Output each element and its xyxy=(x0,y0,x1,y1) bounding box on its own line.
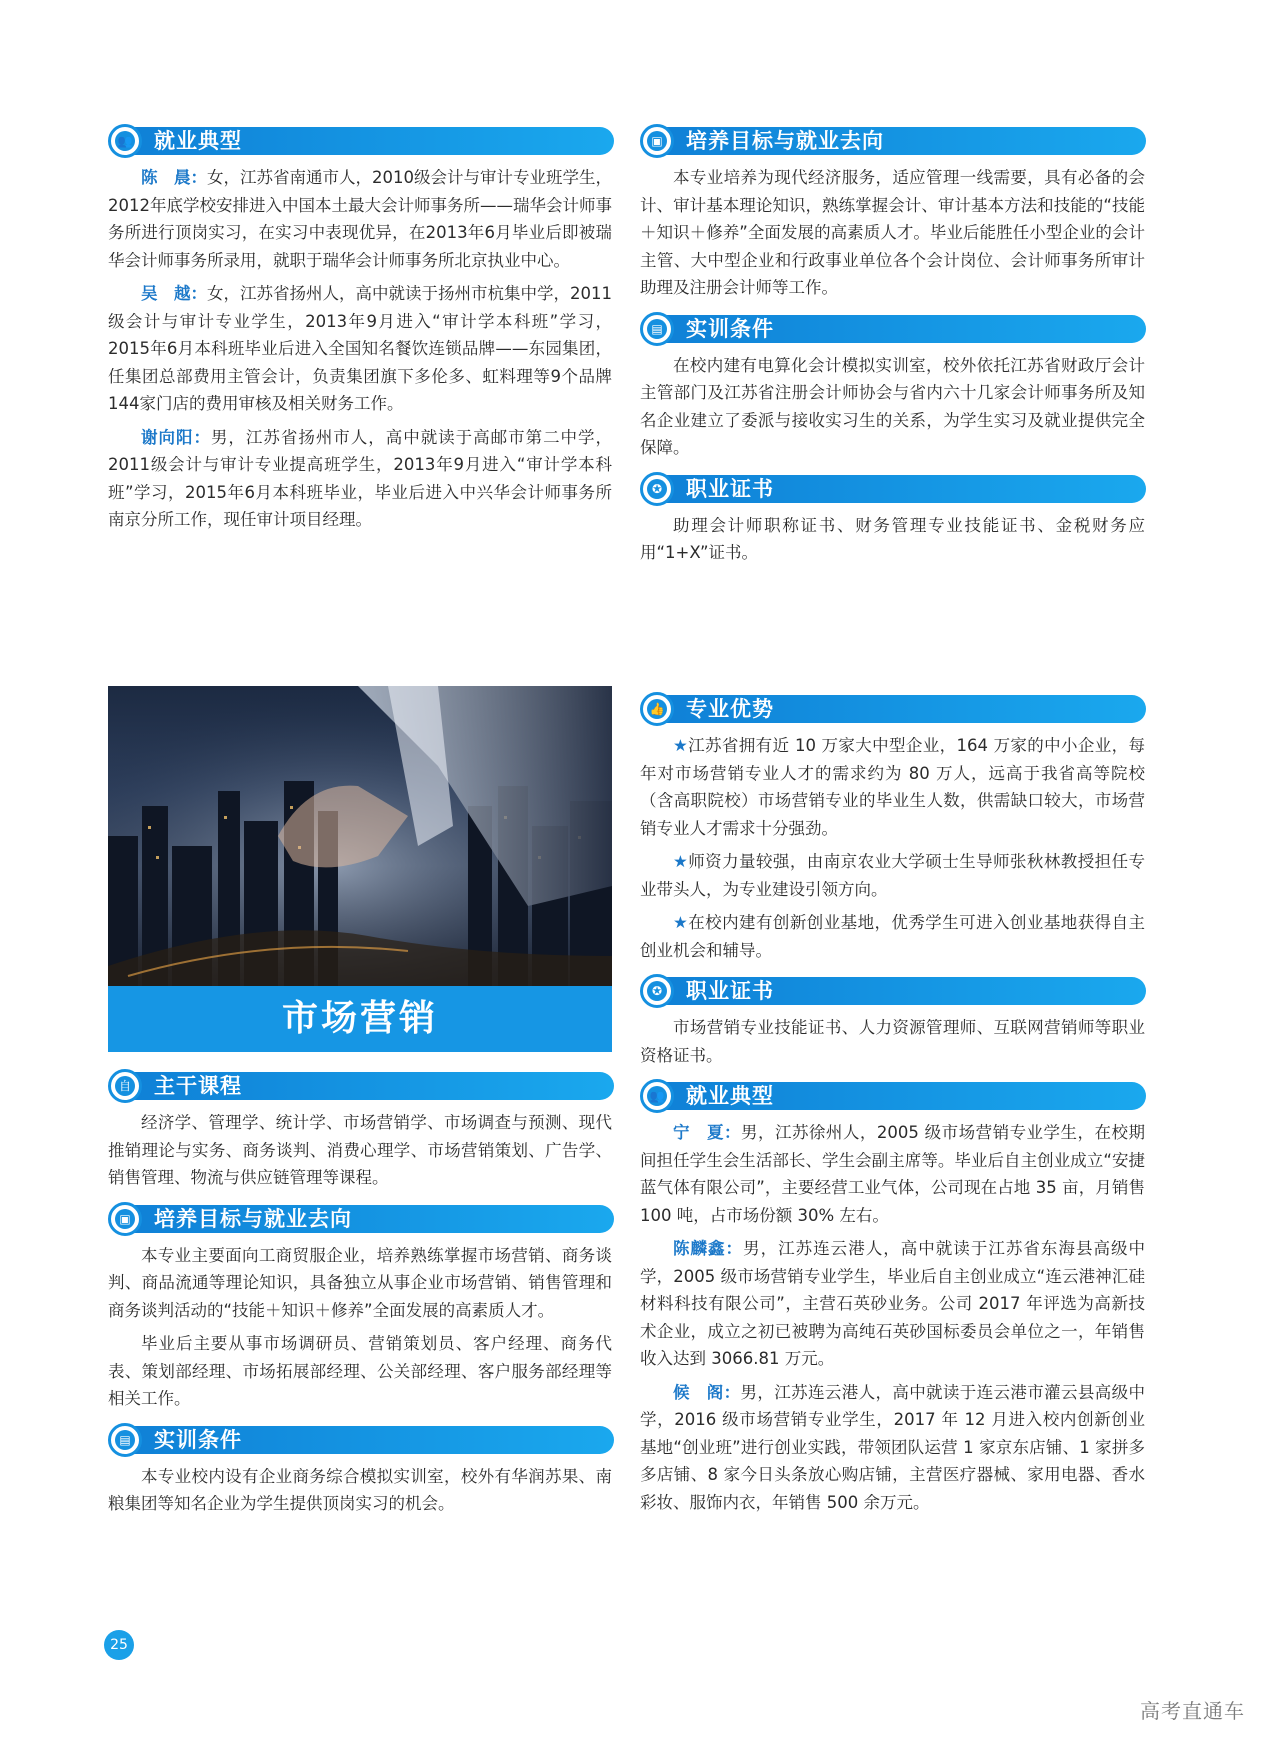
advantage-item: ★江苏省拥有近 10 万家大中型企业，164 万家的中小企业，每年对市场营销专业人才的需求约为 80 万人，远高于我省高等院校（含高职院校）市场营销专业的毕业生人数，供需缺口较大，市场营销专业人才需求十分强劲。 xyxy=(640,736,1145,838)
section-title: 职业证书 xyxy=(686,476,774,501)
section-title: 职业证书 xyxy=(686,979,774,1003)
top-left-column xyxy=(108,124,612,540)
goal-paragraph-1: 本专业主要面向工商贸服企业，培养熟练掌握市场营销、商务谈判、商品流通等理论知识，具备独立从事企业市场营销、销售管理和商务谈判活动的“技能＋知识＋修养”全面发展的高素质人才。 xyxy=(108,1245,612,1320)
section-header-goal xyxy=(108,1202,612,1236)
star-icon: ★ xyxy=(673,736,689,755)
person-paragraph: 陈麟鑫：男，江苏连云港人，高中就读于江苏省东海县高级中学，2005 级市场营销专业学生，毕业后自主创业成立“连云港神汇硅材料科技有限公司”，主营石英砂业务。公司 2017 年评选为高新技术企业，成立之初已被聘为高纯石英砂国标委员会单位之一，年销售收入达到 3066.81 万元。 xyxy=(640,1239,1146,1368)
star-icon: ★ xyxy=(673,852,689,871)
section-title: 就业典型 xyxy=(154,129,242,153)
goal-paragraph-2: 毕业后主要从事市场调研员、营销策划员、客户经理、商务代表、策划部经理、市场拓展部经理、公关部经理、客户服务部经理等相关工作。 xyxy=(108,1334,612,1408)
page-number: 25 xyxy=(104,1630,134,1660)
person-paragraph: 候 阁：男，江苏连云港人，高中就读于连云港市灌云县高级中学，2016 级市场营销专业学生，2017 年 12 月进入校内创新创业基地“创业班”进行创业实践，带领团队运营 1 家京东店铺、1 家拼多多店铺、8 家今日头条放心购店铺，主营医疗器械、家用电器、香水彩妆、服饰内衣，年销售 500 余万元。 xyxy=(640,1382,1146,1512)
section-header-cert xyxy=(640,472,1145,506)
cert-paragraph: 市场营销专业技能证书、人力资源管理师、互联网营销师等职业资格证书。 xyxy=(640,1018,1145,1065)
section-title: 实训条件 xyxy=(154,1427,242,1452)
training-paragraph: 在校内建有电算化会计模拟实训室，校外依托江苏省财政厅会计主管部门及江苏省注册会计师协会与省内六十几家会计师事务所及知名企业建立了委派与接收实习生的关系，为学生实习及就业提供完全保障。 xyxy=(640,355,1145,457)
person-paragraph: 谢向阳：男，江苏省扬州市人，高中就读于高邮市第二中学，2011级会计与审计专业提高班学生，2013年9月进入“审计学本科班”学习，2015年6月本科班毕业，毕业后进入中兴华会计师事务所南京分所工作，现任审计项目经理。 xyxy=(108,427,613,529)
goal-paragraph: 本专业培养为现代经济服务，适应管理一线需要，具有必备的会计、审计基本理论知识，熟练掌握会计、审计基本方法和技能的“技能＋知识＋修养”全面发展的高素质人才。毕业后能胜任小型企业的会计主管、大中型企业和行政事业单位各个会计岗位、会计师事务所审计助理及注册会计师等工作。 xyxy=(640,168,1145,297)
person-paragraph: 陈 晨：女，江苏省南通市人，2010级会计与审计专业班学生，2012年底学校安排进入中国本土最大会计师事务所——瑞华会计师事务所进行顶岗实习，在实习中表现优异，在2013年6月毕业后即被瑞华会计师事务所录用，就职于瑞华会计师事务所北京执业中心。 xyxy=(108,168,612,270)
section-title: 就业典型 xyxy=(686,1084,774,1108)
section-header-employment xyxy=(640,1079,1145,1113)
person-paragraph: 吴 越：女，江苏省扬州人，高中就读于扬州市杭集中学，2011级会计与审计专业学生，2013年9月进入“审计学本科班”学习，2015年6月本科班毕业后进入全国知名餐饮连锁品牌——东园集团，任集团总部费用主管会计，负责集团旗下多伦多、虹料理等9个品牌144家门店的费用审核及相关财务工作。 xyxy=(108,284,612,413)
handshake-city-image xyxy=(108,686,612,986)
person-paragraph: 宁 夏：男，江苏徐州人，2005 级市场营销专业学生，在校期间担任学生会生活部长、学生会副主席等。毕业后自主创业成立“安捷蓝气体有限公司”，主要经营工业气体，公司现在占地 35 亩，月销售 100 吨，占市场份额 30% 左右。 xyxy=(640,1123,1145,1225)
training-paragraph: 本专业校内设有企业商务综合模拟实训室，校外有华润苏果、南粮集团等知名企业为学生提供顶岗实习的机会。 xyxy=(108,1466,612,1513)
training-icon: ▤ xyxy=(108,1423,142,1457)
section-header-cert xyxy=(640,974,1145,1008)
book-icon: 自 xyxy=(108,1069,142,1103)
section-title: 实训条件 xyxy=(686,316,774,341)
bottom-left-column xyxy=(108,1069,612,1524)
training-icon: ▤ xyxy=(640,312,674,346)
section-header-advantage xyxy=(640,692,1145,726)
section-header-training xyxy=(640,312,1145,346)
thumbs-up-icon: 👍 xyxy=(640,692,674,726)
section-title: 培养目标与就业去向 xyxy=(686,129,884,153)
city-illustration xyxy=(108,686,612,986)
advantage-item: ★师资力量较强，由南京农业大学硕士生导师张秋林教授担任专业带头人，为专业建设引领方向。 xyxy=(640,852,1146,899)
section-title: 主干课程 xyxy=(154,1074,242,1098)
cert-paragraph: 助理会计师职称证书、财务管理专业技能证书、金税财务应用“1+X”证书。 xyxy=(640,515,1145,562)
section-header-goal xyxy=(640,124,1145,158)
star-icon: ★ xyxy=(673,913,689,932)
section-title: 培养目标与就业去向 xyxy=(154,1206,352,1231)
section-header-training xyxy=(108,1423,612,1457)
monitor-icon: ▣ xyxy=(640,124,674,158)
watermark: 高考直通车 xyxy=(1140,1699,1245,1723)
section-header-courses xyxy=(108,1069,612,1103)
medal-icon: ✪ xyxy=(640,472,674,506)
top-right-column xyxy=(640,124,1145,573)
medal-icon: ✪ xyxy=(640,974,674,1008)
bottom-right-column xyxy=(640,692,1145,1522)
courses-paragraph: 经济学、管理学、统计学、市场营销学、市场调查与预测、现代推销理论与实务、商务谈判、消费心理学、市场营销策划、广告学、销售管理、物流与供应链管理等课程。 xyxy=(108,1113,612,1187)
hero-banner xyxy=(108,686,612,1052)
section-title: 专业优势 xyxy=(686,697,774,721)
advantage-item: ★在校内建有创新创业基地，优秀学生可进入创业基地获得自主创业机会和辅导。 xyxy=(640,913,1146,960)
hero-title: 市场营销 xyxy=(108,986,612,1052)
section-header-employment xyxy=(108,124,612,158)
people-icon: 👥 xyxy=(640,1079,674,1113)
people-icon: 👥 xyxy=(108,124,142,158)
monitor-icon: ▣ xyxy=(108,1202,142,1236)
